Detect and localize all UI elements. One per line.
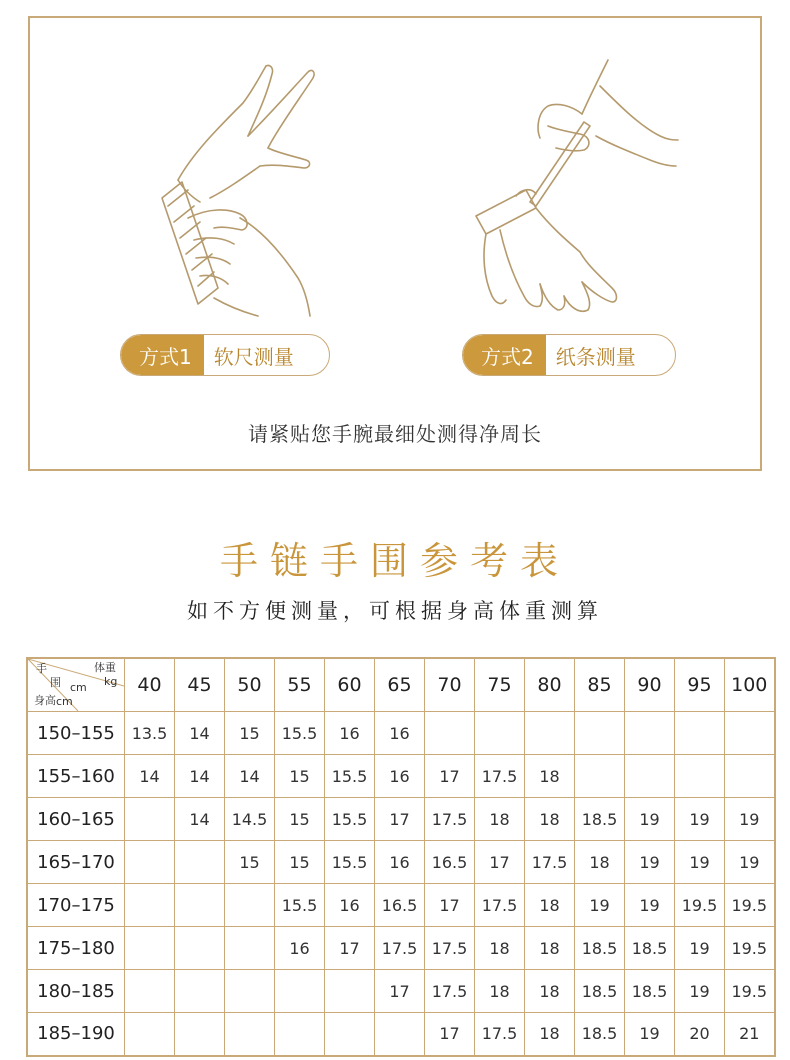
weight-header-40: 40 [125,658,175,712]
corner-circ-label: 围 [50,676,61,689]
wrist-size-cell [175,927,225,970]
wrist-size-cell: 15 [225,841,275,884]
table-header-row [27,658,775,712]
wrist-size-cell [225,927,275,970]
weight-header-90: 90 [625,658,675,712]
wrist-size-cell: 19.5 [725,927,775,970]
wrist-size-cell: 14 [225,755,275,798]
wrist-size-cell [275,1013,325,1056]
weight-header-85: 85 [575,658,625,712]
wrist-size-cell [175,970,225,1013]
wrist-size-cell: 17.5 [425,927,475,970]
method1-label: 软尺测量 [213,344,294,369]
wrist-size-cell: 13.5 [125,712,175,755]
wrist-size-cell [475,712,525,755]
weight-header-65: 65 [375,658,425,712]
height-range-cell: 170–175 [27,884,125,927]
weight-header-50: 50 [225,658,275,712]
corner-weight-label: 体重 [94,661,116,674]
wrist-paper-strip-illustration [440,56,680,316]
wrist-size-cell: 17 [375,798,425,841]
wrist-size-cell: 18.5 [575,927,625,970]
wrist-size-cell [675,755,725,798]
wrist-size-cell: 16 [275,927,325,970]
table-corner-cell [27,658,125,712]
wrist-size-cell: 19.5 [675,884,725,927]
wrist-size-cell [425,712,475,755]
wrist-size-cell: 18.5 [625,927,675,970]
chart-title: 手链手围参考表 [219,539,570,583]
table-row [27,798,775,841]
wrist-size-cell [625,755,675,798]
wrist-size-cell [125,798,175,841]
weight-header-70: 70 [425,658,475,712]
wrist-size-cell: 14 [125,755,175,798]
wrist-size-cell: 17.5 [375,927,425,970]
wrist-size-cell [725,755,775,798]
wrist-size-cell: 20 [675,1013,725,1056]
wrist-size-cell [125,884,175,927]
wrist-size-cell: 14 [175,712,225,755]
wrist-size-cell: 14.5 [225,798,275,841]
wrist-size-cell: 15 [225,712,275,755]
wrist-size-cell: 17 [425,1013,475,1056]
wrist-size-cell: 17 [325,927,375,970]
wrist-size-cell [575,755,625,798]
wrist-size-cell: 14 [175,798,225,841]
wrist-size-cell: 18 [475,798,525,841]
wrist-size-cell: 16 [375,712,425,755]
measurement-guide-panel [28,16,762,471]
wrist-size-cell: 18 [575,841,625,884]
wrist-size-cell: 18 [525,1013,575,1056]
table-row [27,712,775,755]
wrist-size-cell: 17.5 [475,1013,525,1056]
height-range-cell: 180–185 [27,970,125,1013]
method1-pill [120,334,330,376]
wrist-size-cell [325,970,375,1013]
table-row [27,884,775,927]
weight-header-45: 45 [175,658,225,712]
weight-header-95: 95 [675,658,725,712]
wrist-size-cell: 19 [575,884,625,927]
table-row [27,755,775,798]
wrist-size-cell [175,884,225,927]
wrist-size-cell [625,712,675,755]
wrist-size-cell [225,884,275,927]
wrist-size-cell: 17.5 [425,798,475,841]
wrist-size-cell: 16 [375,755,425,798]
wrist-size-cell [225,1013,275,1056]
height-range-cell: 160–165 [27,798,125,841]
wrist-size-cell [525,712,575,755]
height-range-cell: 175–180 [27,927,125,970]
table-row [27,841,775,884]
wrist-size-cell [175,1013,225,1056]
wrist-size-cell [125,841,175,884]
table-row [27,970,775,1013]
corner-weight-unit: kg [104,675,118,688]
wrist-size-cell: 19 [675,927,725,970]
weight-header-80: 80 [525,658,575,712]
weight-header-75: 75 [475,658,525,712]
wrist-size-cell [125,1013,175,1056]
wrist-size-cell [275,970,325,1013]
wrist-size-cell [175,841,225,884]
weight-header-55: 55 [275,658,325,712]
corner-wrist-label: 手 [36,662,47,675]
wrist-size-cell: 18.5 [625,970,675,1013]
wrist-size-cell: 14 [175,755,225,798]
wrist-size-cell: 15.5 [275,884,325,927]
wrist-size-cell: 19 [675,841,725,884]
corner-height-label: 身高 [34,694,56,707]
wrist-size-cell: 17 [425,884,475,927]
wrist-size-cell: 16.5 [375,884,425,927]
wrist-size-cell: 18 [475,970,525,1013]
wrist-size-cell: 21 [725,1013,775,1056]
wrist-size-cell [675,712,725,755]
wrist-size-cell: 19 [625,798,675,841]
wrist-size-cell: 17 [375,970,425,1013]
table-row [27,1013,775,1056]
height-range-cell: 165–170 [27,841,125,884]
size-reference-table [26,657,776,1057]
wrist-size-cell: 18 [525,755,575,798]
method1-badge: 方式1 [121,335,204,375]
wrist-size-cell [375,1013,425,1056]
wrist-size-cell [325,1013,375,1056]
wrist-size-cell: 15 [275,798,325,841]
wrist-size-cell: 18 [525,798,575,841]
measurement-instruction: 请紧贴您手腕最细处测得净周长 [248,422,542,446]
wrist-size-cell [225,970,275,1013]
wrist-size-cell: 17.5 [525,841,575,884]
wrist-size-cell: 16 [325,712,375,755]
method2-label: 纸条测量 [555,344,636,369]
wrist-size-cell: 17.5 [475,884,525,927]
method2-pill [462,334,676,376]
method2-badge: 方式2 [463,335,546,375]
weight-header-100: 100 [725,658,775,712]
weight-header-60: 60 [325,658,375,712]
wrist-size-cell [125,927,175,970]
wrist-size-cell: 15.5 [325,841,375,884]
wrist-size-cell [725,712,775,755]
wrist-size-cell: 19 [675,798,725,841]
wrist-size-cell: 16 [375,841,425,884]
corner-wrist-unit: cm [70,681,87,694]
wrist-size-cell: 19 [625,884,675,927]
wrist-size-cell: 15.5 [275,712,325,755]
wrist-size-cell: 15 [275,841,325,884]
wrist-size-cell: 18 [525,970,575,1013]
wrist-size-cell: 18 [525,884,575,927]
wrist-size-cell: 15.5 [325,798,375,841]
wrist-size-cell [575,712,625,755]
height-range-cell: 185–190 [27,1013,125,1056]
wrist-size-cell: 15 [275,755,325,798]
wrist-size-cell: 17.5 [425,970,475,1013]
wrist-size-cell: 19 [725,798,775,841]
wrist-size-cell: 18.5 [575,970,625,1013]
height-range-cell: 150–155 [27,712,125,755]
wrist-size-cell: 19 [675,970,725,1013]
height-range-cell: 155–160 [27,755,125,798]
table-row [27,927,775,970]
wrist-size-cell: 17 [475,841,525,884]
wrist-size-cell: 19.5 [725,884,775,927]
wrist-size-cell: 19 [625,1013,675,1056]
wrist-size-cell: 16 [325,884,375,927]
wrist-size-cell [125,970,175,1013]
corner-height-unit: cm [56,695,73,708]
wrist-size-cell: 17.5 [475,755,525,798]
wrist-size-cell: 17 [425,755,475,798]
wrist-size-cell: 18 [525,927,575,970]
wrist-size-cell: 18 [475,927,525,970]
wrist-size-cell: 15.5 [325,755,375,798]
wrist-size-cell: 18.5 [575,798,625,841]
wrist-size-cell: 16.5 [425,841,475,884]
wrist-size-cell: 19 [625,841,675,884]
wrist-size-cell: 19 [725,841,775,884]
wrist-size-cell: 19.5 [725,970,775,1013]
chart-subtitle: 如不方便测量，可根据身高体重测算 [187,599,603,623]
wrist-soft-tape-illustration [148,58,358,318]
wrist-size-cell: 18.5 [575,1013,625,1056]
